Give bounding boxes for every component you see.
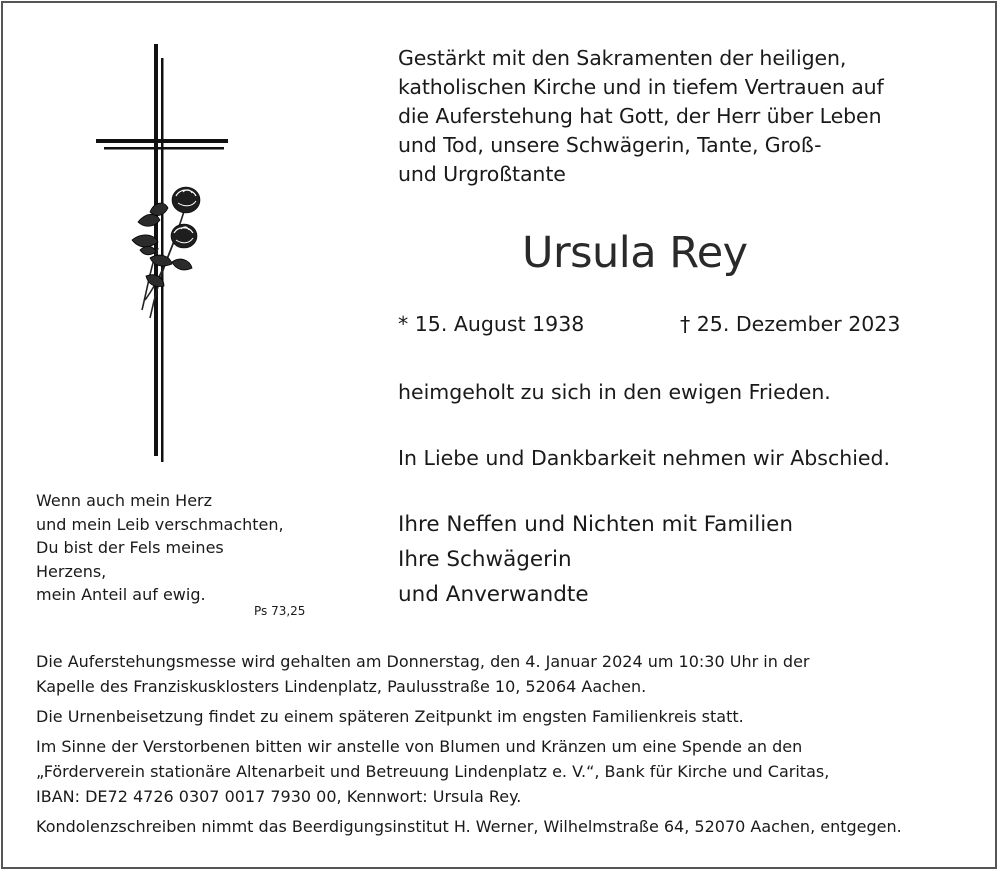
donation-line: „Förderverein stationäre Altenarbeit und Betreuung Lindenplatz e. V.“, Bank für Kirche und Caritas, bbox=[36, 762, 830, 781]
intro-line: die Auferstehung hat Gott, der Herr über Leben bbox=[398, 104, 882, 128]
intro-line: und Urgroßtante bbox=[398, 162, 566, 186]
verse-line: Du bist der Fels meines bbox=[36, 538, 224, 557]
mourner-line: und Anverwandte bbox=[398, 582, 589, 607]
intro-line: Gestärkt mit den Sakramenten der heiligen, bbox=[398, 46, 847, 70]
mass-line: Die Auferstehungsmesse wird gehalten am Donnerstag, den 4. Januar 2024 um 10:30 Uhr in der bbox=[36, 652, 810, 671]
donation-info bbox=[36, 734, 986, 809]
intro-line: und Tod, unsere Schwägerin, Tante, Groß- bbox=[398, 133, 822, 157]
homed-text: heimgeholt zu sich in den ewigen Frieden. bbox=[398, 380, 831, 404]
cross-with-roses-icon bbox=[0, 0, 260, 470]
farewell-text: In Liebe und Dankbarkeit nehmen wir Abschied. bbox=[398, 446, 891, 470]
mass-line: Kapelle des Franziskusklosters Lindenplatz, Paulusstraße 10, 52064 Aachen. bbox=[36, 677, 647, 696]
verse-line: Wenn auch mein Herz bbox=[36, 491, 213, 510]
burial-info bbox=[36, 704, 986, 729]
verse-reference: Ps 73,25 bbox=[254, 604, 306, 618]
condolence-info bbox=[36, 814, 986, 839]
deceased-name: Ursula Rey bbox=[522, 228, 748, 278]
birth-date: * 15. August 1938 bbox=[398, 312, 585, 336]
mourner-line: Ihre Schwägerin bbox=[398, 547, 572, 572]
condolence-line: Kondolenzschreiben nimmt das Beerdigungsinstitut H. Werner, Wilhelmstraße 64, 52070 Aachen, entgegen. bbox=[36, 817, 902, 836]
verse-line: mein Anteil auf ewig. bbox=[36, 585, 206, 604]
bible-verse bbox=[36, 489, 284, 607]
intro-text bbox=[398, 44, 958, 189]
mourner-line: Ihre Neffen und Nichten mit Familien bbox=[398, 512, 794, 537]
verse-line: und mein Leib verschmachten, bbox=[36, 514, 284, 534]
intro-line: katholischen Kirche und in tiefem Vertrauen auf bbox=[398, 75, 884, 99]
donation-line: Im Sinne der Verstorbenen bitten wir anstelle von Blumen und Kränzen um eine Spende an den bbox=[36, 737, 803, 756]
death-date: † 25. Dezember 2023 bbox=[680, 312, 901, 336]
verse-line: Herzens, bbox=[36, 561, 107, 581]
mourners-list bbox=[398, 507, 793, 612]
donation-line: IBAN: DE72 4726 0307 0017 7930 00, Kennwort: Ursula Rey. bbox=[36, 787, 522, 806]
mass-info bbox=[36, 649, 986, 699]
burial-line: Die Urnenbeisetzung findet zu einem späteren Zeitpunkt im engsten Familienkreis statt. bbox=[36, 707, 744, 726]
